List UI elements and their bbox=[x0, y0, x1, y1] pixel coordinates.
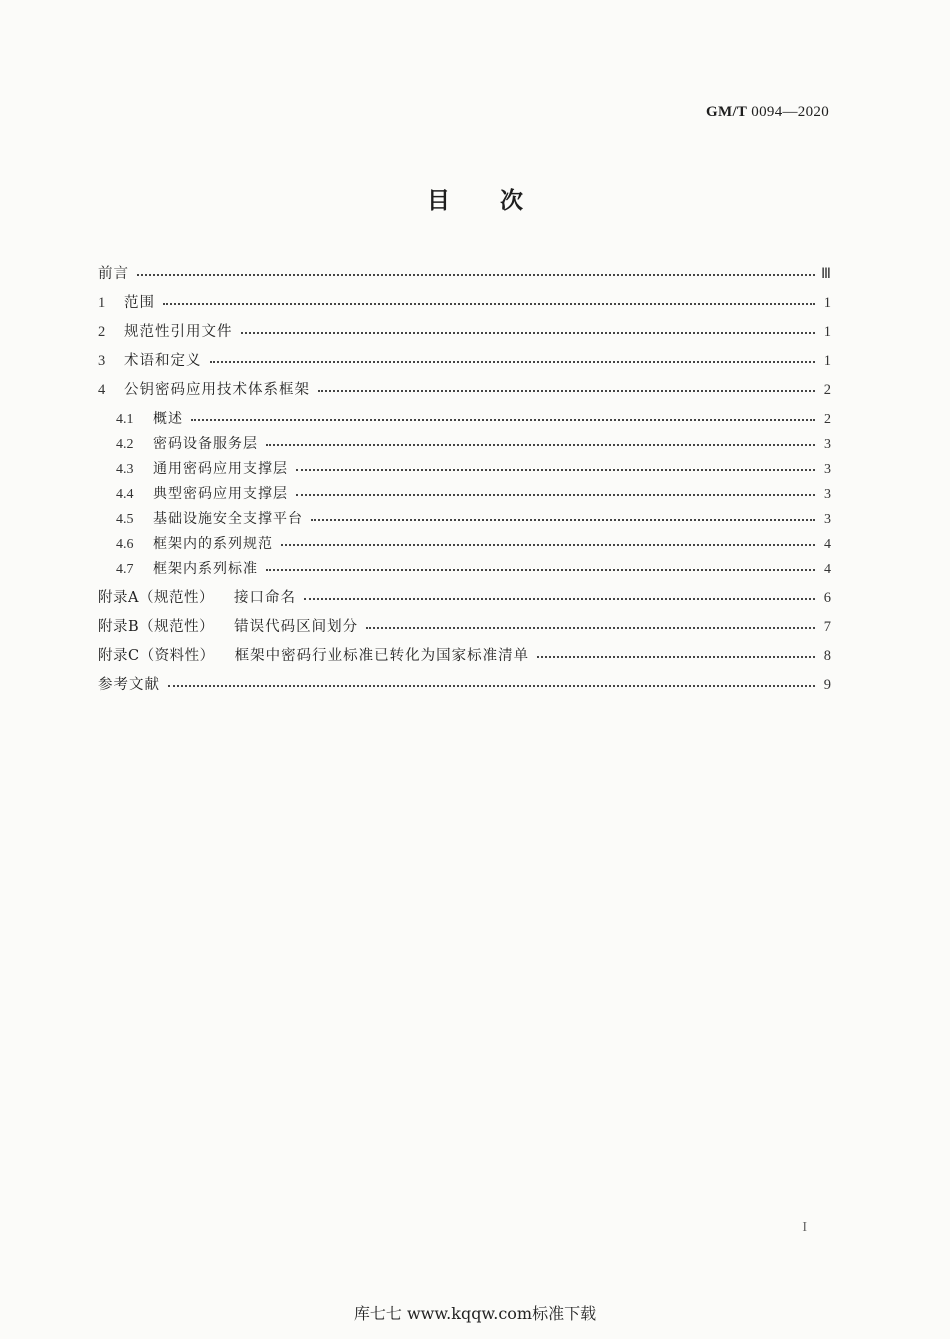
toc-entry-number: 3 bbox=[98, 353, 106, 369]
toc-entry[interactable] bbox=[98, 380, 831, 400]
toc-entry[interactable] bbox=[116, 559, 831, 580]
dot-leader bbox=[266, 434, 815, 446]
toc-entry[interactable] bbox=[116, 434, 831, 455]
toc-entry-number: 4.6 bbox=[116, 537, 134, 552]
dot-leader bbox=[241, 322, 816, 334]
toc-entry-label: 公钥密码应用技术体系框架 bbox=[124, 382, 310, 398]
toc-entry-appendix-tag: 附录B（规范性） bbox=[98, 619, 215, 635]
toc-entry-label: 规范性引用文件 bbox=[124, 324, 233, 340]
toc-entry[interactable] bbox=[98, 675, 831, 695]
toc-entry[interactable] bbox=[98, 293, 831, 313]
toc-entry-number: 2 bbox=[98, 324, 106, 340]
toc-entry[interactable] bbox=[116, 484, 831, 505]
toc-entry[interactable] bbox=[98, 588, 831, 608]
toc-entry-page: 3 bbox=[824, 512, 831, 527]
toc-entry[interactable] bbox=[98, 351, 831, 371]
toc-entry[interactable] bbox=[116, 534, 831, 555]
toc-entry-label: 框架内系列标准 bbox=[153, 561, 258, 577]
dot-leader bbox=[304, 588, 815, 600]
toc-entry-page: 4 bbox=[824, 562, 831, 577]
dot-leader bbox=[296, 459, 815, 471]
toc-entry-number: 4.5 bbox=[116, 512, 134, 527]
dot-leader bbox=[318, 380, 815, 392]
toc-entry-page: 7 bbox=[823, 619, 831, 635]
toc-entry-appendix-tag: 附录C（资料性） bbox=[98, 648, 215, 664]
standard-code bbox=[706, 104, 829, 121]
toc-entry-number: 1 bbox=[98, 295, 106, 311]
toc-entry-label: 错误代码区间划分 bbox=[234, 619, 359, 635]
standard-code-number: 0094—2020 bbox=[751, 104, 829, 120]
toc-entry-number: 4.3 bbox=[116, 462, 134, 477]
dot-leader bbox=[281, 534, 815, 546]
dot-leader bbox=[296, 484, 815, 496]
toc-entry-page: 1 bbox=[823, 295, 831, 311]
dot-leader bbox=[168, 675, 815, 687]
toc-entry-page: 2 bbox=[823, 382, 831, 398]
toc-entry-number: 4.2 bbox=[116, 437, 134, 452]
dot-leader bbox=[366, 617, 815, 629]
toc-entry-label: 典型密码应用支撑层 bbox=[153, 486, 288, 502]
standard-code-prefix: GM/T bbox=[706, 104, 748, 120]
toc-entry-label: 框架中密码行业标准已转化为国家标准清单 bbox=[234, 648, 530, 664]
toc-entry-label: 术语和定义 bbox=[124, 353, 202, 369]
dot-leader bbox=[537, 646, 815, 658]
toc-entry-page: 4 bbox=[824, 537, 831, 552]
toc-entry[interactable] bbox=[116, 509, 831, 530]
toc-entry-page: 3 bbox=[824, 437, 831, 452]
toc-entry-label: 接口命名 bbox=[233, 590, 296, 606]
toc-entry-label: 概述 bbox=[153, 411, 183, 427]
toc-entry[interactable] bbox=[116, 459, 831, 480]
toc-entry[interactable] bbox=[98, 617, 831, 637]
dot-leader bbox=[137, 264, 815, 276]
toc-entry-number: 4 bbox=[98, 382, 106, 398]
toc-entry-label: 通用密码应用支撑层 bbox=[153, 461, 288, 477]
toc-entry-page: 3 bbox=[824, 462, 831, 477]
dot-leader bbox=[266, 559, 815, 571]
toc-entry-page: 6 bbox=[823, 590, 831, 606]
toc-entry-page: 2 bbox=[824, 412, 831, 427]
toc-entry-label: 参考文献 bbox=[98, 677, 160, 693]
toc-entry-number: 4.4 bbox=[116, 487, 134, 502]
toc-entry[interactable] bbox=[98, 646, 831, 666]
toc-entry[interactable] bbox=[98, 322, 831, 342]
toc-entry-page: 3 bbox=[824, 487, 831, 502]
page-number: I bbox=[802, 1220, 807, 1235]
dot-leader bbox=[311, 509, 815, 521]
toc-entry-label: 密码设备服务层 bbox=[153, 436, 258, 452]
toc-entry[interactable] bbox=[116, 409, 831, 430]
toc-entry-appendix-tag: 附录A（规范性） bbox=[98, 590, 214, 606]
dot-leader bbox=[210, 351, 816, 363]
toc-entry-label: 框架内的系列规范 bbox=[153, 536, 273, 552]
dot-leader bbox=[191, 409, 815, 421]
toc-entry-page: 1 bbox=[823, 353, 831, 369]
toc-entry-label: 前言 bbox=[98, 266, 129, 282]
toc-entry-number: 4.1 bbox=[116, 412, 134, 427]
toc-entry[interactable] bbox=[98, 264, 831, 284]
toc-entry-number: 4.7 bbox=[116, 562, 134, 577]
page-title: 目次 bbox=[427, 188, 573, 214]
toc-entry-label: 基础设施安全支撑平台 bbox=[153, 511, 303, 527]
dot-leader bbox=[163, 293, 815, 305]
toc-entry-page: 8 bbox=[823, 648, 831, 664]
toc-entry-page: Ⅲ bbox=[821, 266, 831, 282]
toc-entry-label: 范围 bbox=[124, 295, 155, 311]
toc-entry-page: 9 bbox=[823, 677, 831, 693]
download-watermark: 库七七 www.kqqw.com标准下载 bbox=[353, 1304, 597, 1323]
toc-entry-page: 1 bbox=[823, 324, 831, 340]
